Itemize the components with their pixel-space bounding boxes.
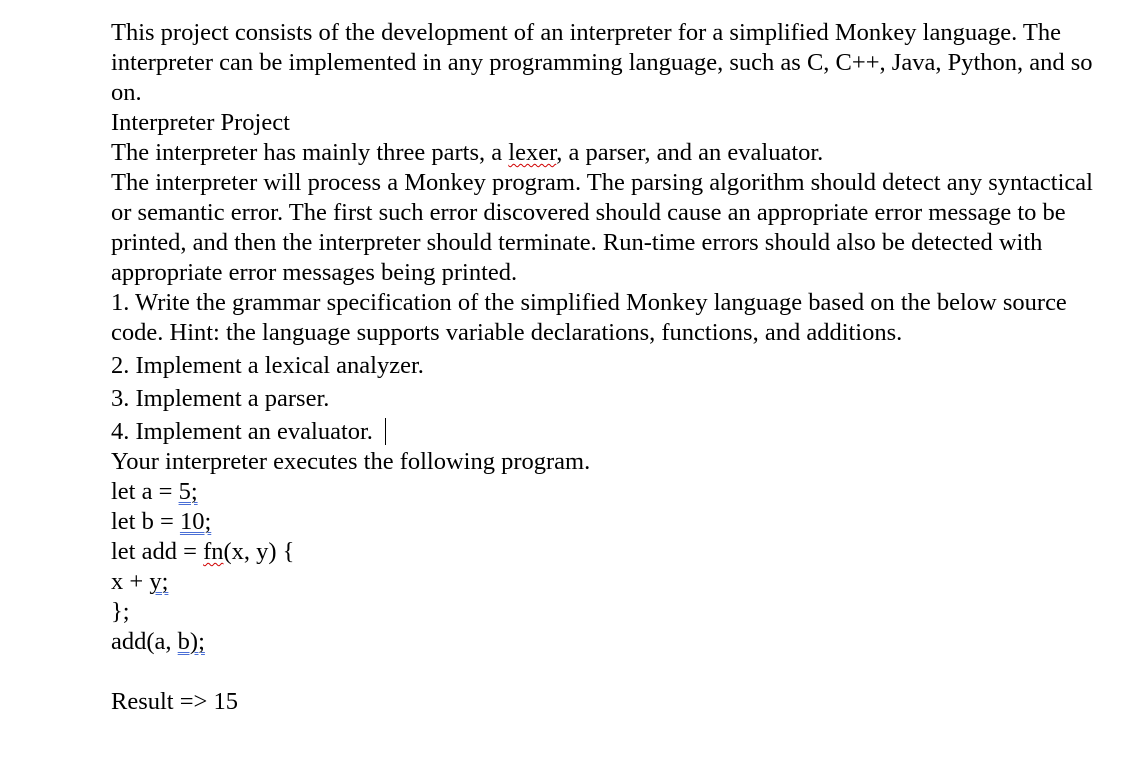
code-line-6 <box>111 627 1111 657</box>
grammar-flag-y[interactable]: y; <box>149 568 169 595</box>
parts-paragraph <box>111 138 1111 168</box>
grammar-flag-b[interactable]: b); <box>177 628 205 655</box>
task-item-2: 2. Implement a lexical analyzer. <box>111 352 424 379</box>
code-line-3-rest: (x, y) { <box>223 538 295 565</box>
code-line-6-text: add(a, <box>111 628 178 655</box>
task-item-3: 3. Implement a parser. <box>111 385 330 412</box>
document-body[interactable] <box>111 18 1111 717</box>
parts-text-after: , a parser, and an evaluator. <box>556 139 824 166</box>
code-line-1-text: let a = <box>111 478 179 505</box>
project-heading: Interpreter Project <box>111 109 290 136</box>
code-line-1 <box>111 477 1111 507</box>
task-item-4 <box>111 417 1111 447</box>
fn-misspelled-word[interactable]: fn <box>203 538 224 565</box>
text-cursor <box>385 418 386 445</box>
program-intro: Your interpreter executes the following program. <box>111 448 591 475</box>
code-line-4-text: x + <box>111 568 150 595</box>
code-line-3 <box>111 537 1111 567</box>
parts-text-before: The interpreter has mainly three parts, a <box>111 139 509 166</box>
intro-paragraph: This project consists of the development of an interpreter for a simplified Monkey language. The interpreter can be implemented in any programming language, such as C, C++, Java, Python, and so on. <box>111 19 1099 106</box>
task-item-1: 1. Write the grammar specification of the simplified Monkey language based on the below source code. Hint: the language supports variable declarations, functions, and additions. <box>111 289 1073 346</box>
code-line-3-text: let add = <box>111 538 204 565</box>
grammar-flag-5[interactable]: 5; <box>178 478 198 505</box>
process-paragraph: The interpreter will process a Monkey program. The parsing algorithm should detect any syntactical or semantic error. The first such error discovered should cause an appropriate error message to be printed, and then the interpreter should terminate. Run-time errors should also be detected with appropriate error messages being printed. <box>111 169 1100 286</box>
grammar-flag-10[interactable]: 10; <box>179 508 212 535</box>
code-line-2 <box>111 507 1111 537</box>
lexer-misspelled-word[interactable]: lexer <box>508 139 557 166</box>
code-line-4 <box>111 567 1111 597</box>
task-item-4-text: 4. Implement an evaluator. <box>111 418 373 445</box>
code-line-2-text: let b = <box>111 508 180 535</box>
result-line: Result => 15 <box>111 688 238 715</box>
code-line-5: }; <box>111 598 130 625</box>
